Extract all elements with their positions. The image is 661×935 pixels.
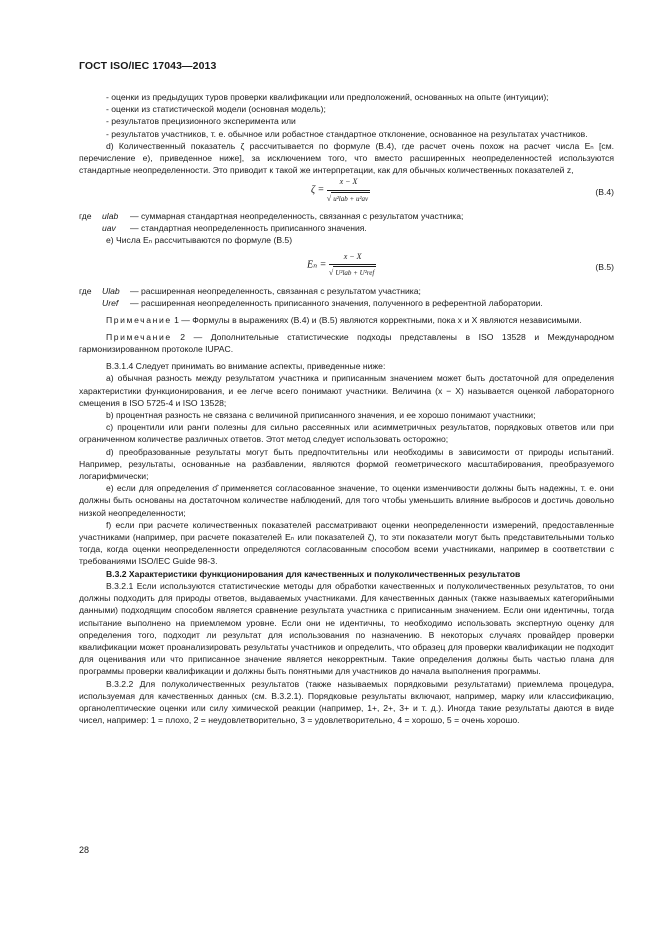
- where-label: где: [79, 285, 92, 296]
- item-e: е) если для определения σ̂ применяется согласованное значение, то оценки изменчивости должны быть надежны, т. е. они должны быть основаны на достаточном количестве наблюдений, для того чтобы уменьшить влияние выбросов и достичь довольно низкой неопределенности;: [79, 483, 614, 518]
- page-number: 28: [79, 845, 90, 855]
- where-label: где: [79, 211, 92, 222]
- definition-row: [79, 210, 614, 222]
- page-body: [79, 91, 614, 726]
- clause-b314: В.3.1.4 Следует принимать во внимание аспекты, приведенные ниже:: [106, 361, 386, 372]
- clause-b322: В.3.2.2 Для полуколичественных результатов (также называемых порядковыми результатами) приемлема процедура, используемая для качественных данных (см. В.3.2.1). Порядковые результаты включают, например, марку или классификацию, органолептические оценки или силу химической реакции (например, 1+, 2+, 3+ и т. д.). Иногда такие результаты даются в виде чисел, например: 1 = плохо, 2 = неудовлетворительно, 3 = удовлетворительно, 4 = хорошо, 5 = очень хорошо.: [79, 678, 614, 726]
- formula-lhs: Eₙ =: [307, 259, 327, 271]
- formula-numerator: x − X: [329, 251, 376, 265]
- section-heading-b32: В.3.2 Характеристики функционирования для качественных и полуколичественных результатов: [106, 568, 521, 579]
- note-text: 2 — Дополнительные статистические подходы представлены в ISO 13528 и Международном гармонизированном протоколе IUPAC.: [79, 331, 614, 355]
- symbol: ulab: [102, 211, 119, 222]
- symbol: Ulab: [102, 285, 120, 296]
- bullet-item: - оценки из статистической модели (основная модель);: [106, 104, 326, 115]
- formula-b4: [79, 176, 614, 210]
- note-label: Примечание: [106, 331, 172, 342]
- definition-row: [79, 297, 614, 309]
- note-text: 1 — Формулы в выражениях (В.4) и (В.5) являются корректными, пока x и X являются независимыми.: [174, 314, 582, 325]
- item-f: f) если при расчете количественных показателей рассматривают оценки неопределенности измерений, предоставленные участниками (например, при расчете показателей Eₙ или показателей ζ), то эти показатели могут быть представительными только тогда, когда оценки неопределенности определяются согласованным способом всеми участниками, например в соответствии с требованиями ISO/IEC Guide 98-3.: [79, 519, 614, 567]
- definition-row: [79, 285, 614, 297]
- bullet-item: - результатов прецизионного эксперимента или: [106, 116, 296, 127]
- item-b: b) процентная разность не связана с величиной приписанного значения, и ее хорошо понимают участники;: [106, 410, 536, 421]
- definition-text: — суммарная стандартная неопределенность, связанная с результатом участника;: [130, 211, 464, 222]
- note-2: [79, 331, 614, 355]
- bullet-item: - оценки из предыдущих туров проверки квалификации или предположений, основанных на опыте (интуиции);: [106, 92, 549, 102]
- formula-numerator: x − X: [327, 176, 370, 190]
- formula-denominator: u²lab + u²av: [331, 192, 370, 205]
- bullet-item: - результатов участников, т. е. обычное или робастное стандартное отклонение, основанное на результатах участников.: [106, 128, 588, 139]
- definition-text: — расширенная неопределенность, связанная с результатом участника;: [130, 285, 421, 296]
- note-1: [79, 314, 614, 326]
- item-a: а) обычная разность между результатом участника и приписанным значением может быть достаточной для определения характеристики функционирования, и ее легче всего понимают участники. Величина (x − X) называется оценкой лабораторного смещения в ISO 5725-4 и ISO 13528;: [79, 373, 614, 408]
- formula-number: (В.4): [595, 187, 614, 198]
- formula-fraction: $\frac{x - X}{\text{√ u²lab + u²av}}$: [327, 176, 370, 204]
- definition-row: [79, 222, 614, 234]
- item-d: d) преобразованные результаты могут быть предпочтительны или необходимы в зависимости от природы испытаний. Например, результаты, основанные на разбавлении, являются формой геометрического масштабирования, преобразуемого логарифмически;: [79, 446, 614, 482]
- clause-b321: В.3.2.1 Если используются статистические методы для обработки качественных и полуколичественных результатов, то они должны подходить для природы ответов, выдаваемых участниками. Для качественных данных (также называемых категорийными данными) подходящим способом является сравнение результата участника с приписанным значением. Если они идентичны, тогда испытание выполнено на приемлемом уровне. Если они не идентичны, то необходимо использовать экспертную оценку для определения того, подходит ли результат для использования по назначению. В некоторых случаях провайдер проверки квалификации может проанализировать результаты участников и определить, что образец для проверки квалификации не подходит для оценивания или что приписанное значение является некорректным. Такие определения должны быть частью плана для программы проверки квалификации и должны быть понятными для участников до начала выполнения программы.: [79, 580, 614, 677]
- note-label: Примечание: [106, 314, 172, 325]
- definition-text: — расширенная неопределенность приписанного значения, полученного в референтной лаборатории.: [130, 297, 543, 308]
- formula-fraction: $\frac{x - X}{\text{√ U²lab + U²ref}}$: [329, 251, 376, 279]
- formula-number: (В.5): [595, 261, 614, 272]
- formula-lhs: ζ =: [311, 184, 325, 196]
- formula-denominator: U²lab + U²ref: [333, 266, 376, 279]
- definition-text: — стандартная неопределенность приписанного значения.: [130, 223, 367, 234]
- formula-b5: [79, 251, 614, 285]
- paragraph-e: е) Числа Eₙ рассчитываются по формуле (В.5): [106, 235, 293, 246]
- page-header: ГОСТ ISO/IEC 17043—2013: [79, 60, 217, 72]
- symbol: uav: [102, 223, 116, 234]
- symbol: Uref: [102, 297, 119, 308]
- item-c: c) процентили или ранги полезны для сильно рассеянных или асимметричных результатов, порядковых ответов или при ограниченном количестве различных ответов. Этот метод следует использовать осторожно;: [79, 422, 614, 445]
- paragraph-d: d) Количественный показатель ζ рассчитывается по формуле (В.4), где расчет очень похож на расчет числа Eₙ [см. перечисление е), приведенное ниже], за исключением того, что вместо расширенных неопределенностей используются стандартные неопределенности. Это приводит к такой же интерпретации, как для обычных количественных показателей z,: [79, 140, 614, 176]
